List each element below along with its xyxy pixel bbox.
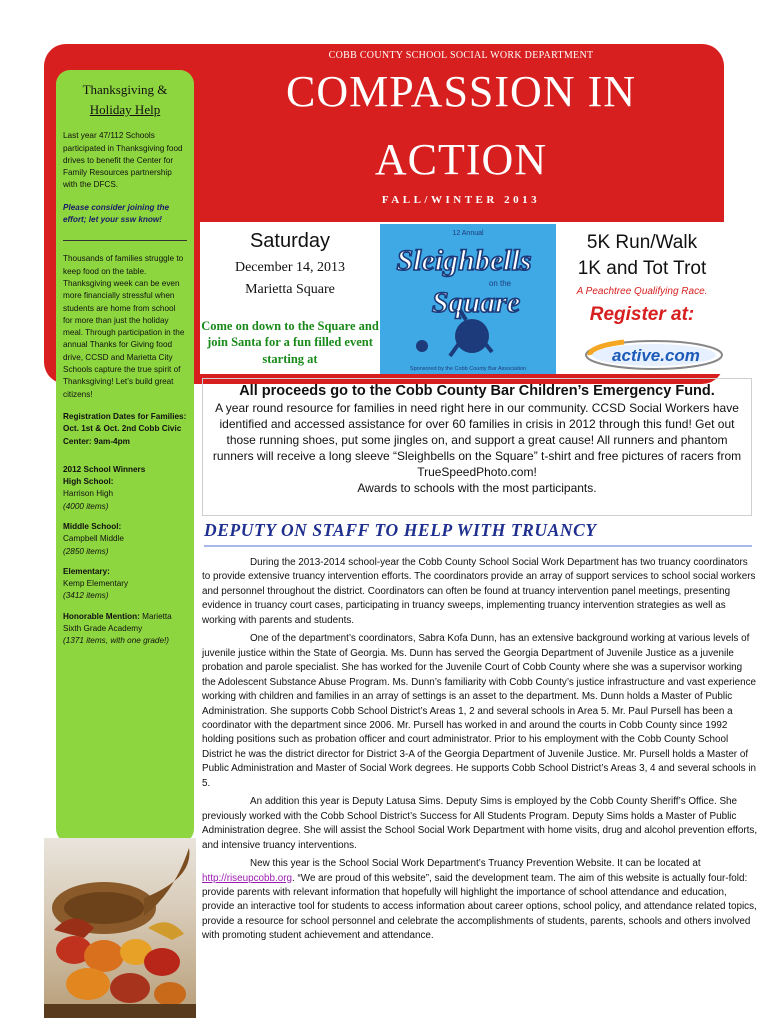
article-paragraph-1: During the 2013-2014 school-year the Cobb County School Social Work Department has two truancy coordinators to provide extensive truancy intervention efforts. The coordinators provide an array of support services to school social workers and personnel throughout the district. Coordinators can often be found at truancy intervention panel meetings, presenting evidence in truancy court cases, participating in truancy sweeps, implementing truancy intervention strategies as well as working with parents and students. xyxy=(202,557,756,626)
race-5k: 5K Run/Walk xyxy=(586,232,698,253)
proceeds-awards: Awards to schools with the most participants. xyxy=(357,480,597,495)
honorable-mention-label: Honorable Mention: xyxy=(63,611,140,621)
race-1k: 1K and Tot Trot xyxy=(577,258,707,279)
elementary-winner: Kemp Elementary xyxy=(63,579,129,589)
newsletter-title-line2: ACTION xyxy=(374,135,548,184)
article-p4-intro: New this year is the School Social Work Department’s Truancy Prevention Website. It can be located at xyxy=(250,858,701,870)
article-p4-rest: . “We are proud of this website”, said the development team. The aim of this website is actually four-fold: provide parents with relevant information that hopefully will highlight the importance of school attendance and education, provide an interactive tool for students to access information about career options, school policy, and attendance related topics, provide a resource for school personnel and celebrate the accomplishments of students, parents, schools and others involved with promoting student achievement and attendance. xyxy=(202,872,757,942)
sidebar-divider xyxy=(63,240,187,241)
proceeds-box xyxy=(202,378,752,516)
active-logo-text: active.com xyxy=(612,346,700,365)
active-com-logo[interactable] xyxy=(584,338,724,372)
event-invite: Come on down to the Square and join Santa for a fun filled event starting at xyxy=(201,319,379,366)
poster-on-the: on the xyxy=(488,279,512,288)
poster-title-sleighbells: Sleighbells xyxy=(396,244,532,277)
middle-school-label: Middle School: xyxy=(63,522,122,531)
riseupcobb-link[interactable]: http://riseupcobb.org xyxy=(202,872,293,884)
sidebar-families-text: Thousands of families struggle to keep food on the table. Thanksgiving week can be even more financially stressful when students are home from school for more than just the holiday meal. Through participation in the annual Thanks for Giving food drive, CCSD and Marietta City Schools capture the true spirit of Thanksgiving! Let’s build great citizens! xyxy=(63,254,185,399)
department-name: COBB COUNTY SCHOOL SOCIAL WORK DEPARTMENT xyxy=(328,50,594,61)
honorable-mention-section xyxy=(63,611,187,648)
article-paragraph-2: One of the department’s coordinators, Sabra Kofa Dunn, has an extensive background working at various levels of juvenile justice within the State of Georgia. Ms. Dunn has served the Georgia Department of Juvenile Justice as a juvenile probation and parole specialist. She has worked for the Juvenile Court of Cobb County where she was a supervisor working the Adolescent Substance Abuse Program. Ms. Dunn’s familiarity with Cobb County’s justice infrastructure and vast experience working with children and families in an array of settings is an asset to the department. Ms. Dunn holds a Master of Public Administration. She supports Cobb School District’s Areas 1, 2 and several schools in Area 5. Mr. Paul Pursell has been a coordinator with the department since 2006. Mr. Pursell has worked in and around the courts in Cobb County since 1992 holding positions such as probation officer and court administrator. Prior to his employment with the Cobb County School District he was the district director for District 3-A of the Georgia Department of Juvenile Justice. Mr. Pursell holds a Master of Public Administration and Master of Social Work degrees. He supports Cobb School District’s Areas 3, 4 and several schools in 5. xyxy=(202,633,757,789)
sleighbells-poster xyxy=(380,224,556,374)
middle-school-section xyxy=(63,521,187,558)
event-day: Saturday xyxy=(249,230,331,252)
article-title: DEPUTY ON STAFF TO HELP WITH TRUANCY xyxy=(204,520,752,547)
sidebar-title xyxy=(63,80,187,120)
thanksgiving-sidebar xyxy=(56,70,194,843)
winners-section xyxy=(63,464,187,513)
high-school-label: High School: xyxy=(63,477,114,487)
article-paragraph-4 xyxy=(202,857,758,944)
sidebar-title-line1: Thanksgiving & xyxy=(82,82,168,97)
poster-title-square: Square xyxy=(431,286,521,319)
newsletter-title-line1: COMPASSION IN xyxy=(285,67,637,116)
qualifying-race-note: A Peachtree Qualifying Race. xyxy=(576,286,708,297)
cornucopia-illustration xyxy=(44,838,196,1018)
high-school-winner: Harrison High xyxy=(63,489,114,499)
poster-annual-text: 12 Annual xyxy=(452,230,484,237)
harvest-cornucopia-image xyxy=(44,838,196,1018)
elementary-label: Elementary: xyxy=(63,566,110,576)
event-date: December 14, 2013 xyxy=(234,260,346,275)
sidebar-participation: Last year 47/112 Schools participated in Thanksgiving food drives to benefit the Center for Family Resources partnership with the DFCS. xyxy=(63,131,183,190)
sidebar-call-to-action: Please consider joining the effort; let your ssw know! xyxy=(63,202,170,225)
sidebar-registration: Registration Dates for Families: Oct. 1st & Oct. 2nd Cobb Civic Center: 9am-4pm xyxy=(63,411,187,446)
article-paragraph-3: An addition this year is Deputy Latusa Sims. Deputy Sims is employed by the Cobb County Sheriff’s Office. She previously worked with the Cobb School District’s Success for All Students Program. Deputy Sims holds a Master of Public Administration degree. She will assist the School Social Work Department with home visits, drug and alcohol prevention efforts, and intensive truancy interventions. xyxy=(202,796,758,851)
middle-school-items: (2850 items) xyxy=(63,546,109,556)
proceeds-heading: All proceeds go to the Cobb County Bar Children’s Emergency Fund. xyxy=(239,383,715,399)
register-heading: Register at: xyxy=(589,304,695,325)
elementary-items: (3412 items) xyxy=(63,591,109,601)
sleighbells-illustration xyxy=(380,224,556,374)
honorable-mention-winner: Marietta Sixth Grade Academy xyxy=(63,611,172,634)
middle-school-winner: Campbell Middle xyxy=(63,534,124,544)
sidebar-title-line2: Holiday Help xyxy=(89,102,161,118)
truancy-article xyxy=(202,556,758,948)
proceeds-body: A year round resource for families in need right here in our community. CCSD Social Workers have identified and accessed assistance for over 60 families in crisis in 2012 through this fund! Get out those running shoes, put some jingles on, and support a great cause! All runners and phantom runners will receive a long sleeve “Sleighbells on the Square” t-shirt and free pictures of racers from TrueSpeedPhoto.com! xyxy=(212,401,742,479)
winners-title: 2012 School Winners xyxy=(63,464,146,474)
honorable-mention-items: (1371 items, with one grade!) xyxy=(63,636,170,646)
high-school-items: (4000 items) xyxy=(63,501,109,511)
poster-sponsor: Sponsored by the Cobb County Bar Association xyxy=(409,366,527,372)
event-location: Marietta Square xyxy=(245,282,335,297)
active-logo-graphic xyxy=(584,338,724,372)
elementary-section xyxy=(63,566,187,603)
poster-small-runner xyxy=(416,340,428,352)
poster-bell-runner xyxy=(455,319,489,353)
issue-season: FALL/WINTER 2013 xyxy=(381,194,541,206)
